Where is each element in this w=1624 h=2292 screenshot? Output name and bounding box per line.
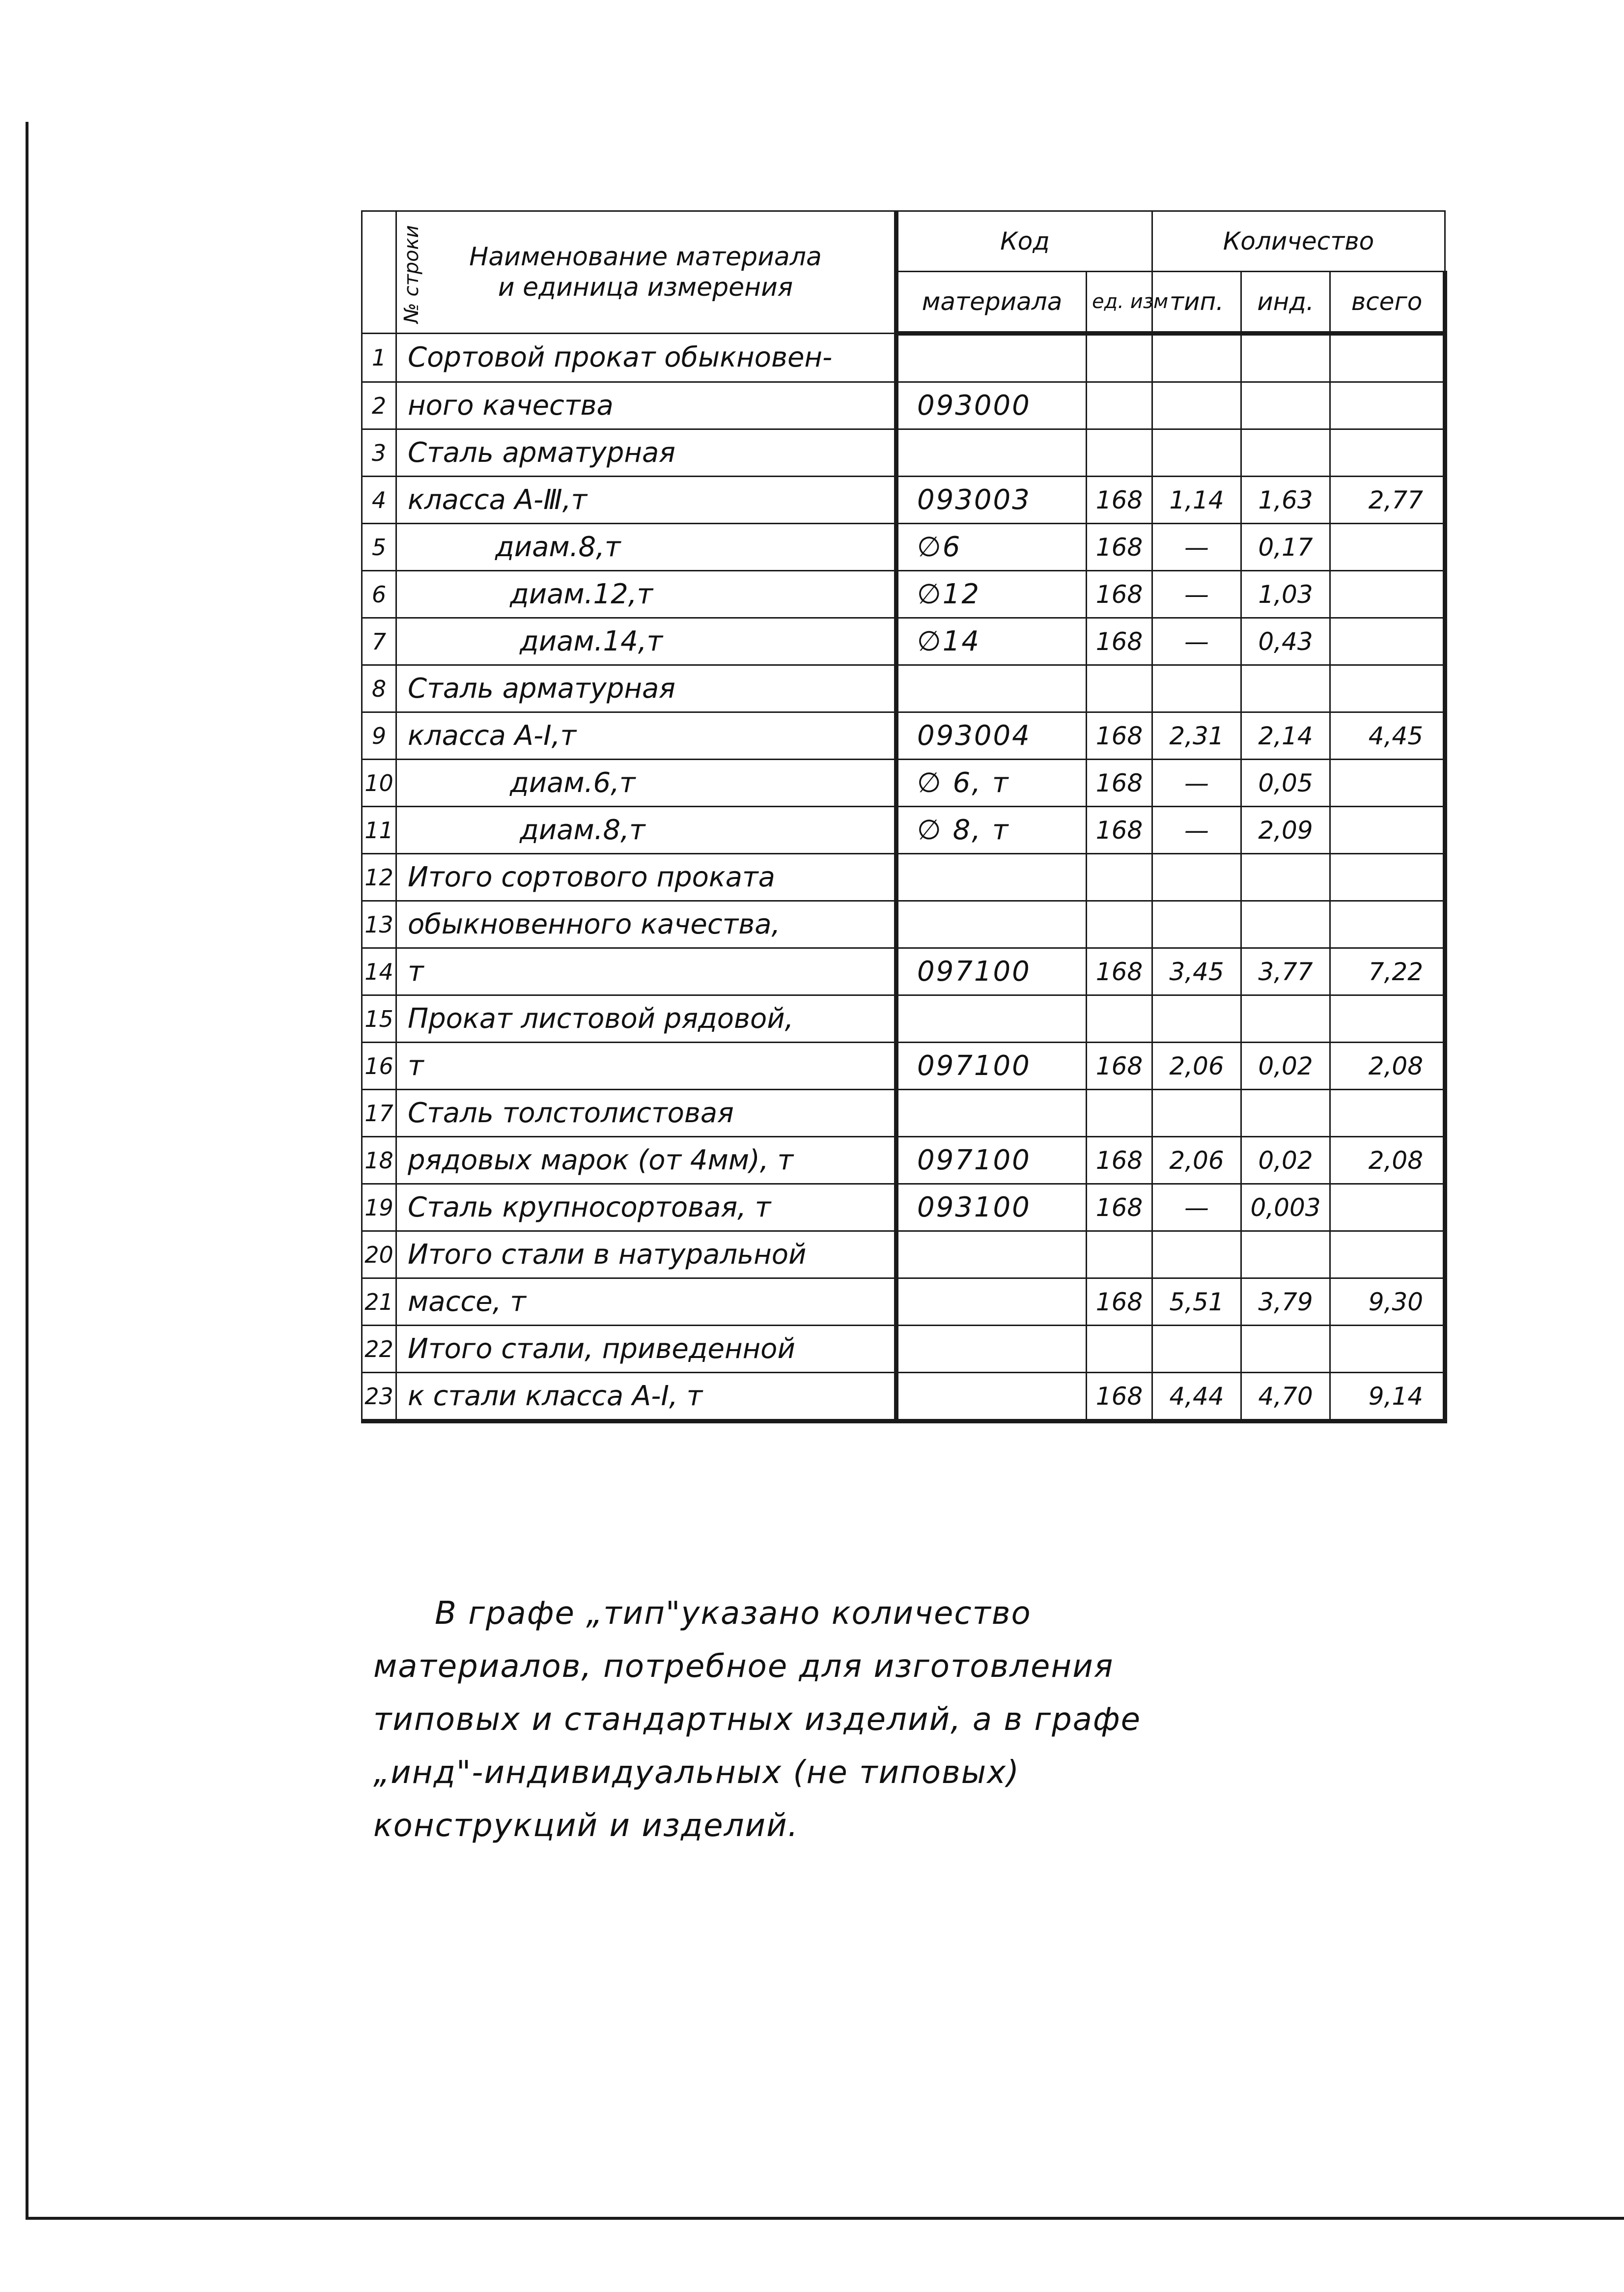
footnote-line: типовых и стандартных изделий, а в графе [373, 1701, 1141, 1738]
row-number: 21 [362, 1278, 396, 1326]
material-name: Итого стали в натуральной [396, 1231, 896, 1278]
qty-total [1330, 807, 1445, 854]
qty-ind: 0,43 [1241, 618, 1330, 665]
table-row [362, 948, 1445, 995]
qty-typ: — [1152, 1184, 1241, 1231]
qty-typ [1152, 382, 1241, 429]
table-row [362, 1373, 1445, 1421]
material-code [896, 334, 1087, 382]
unit-code: 168 [1087, 618, 1152, 665]
footnote-line: В графе „тип"указано количество [435, 1595, 1032, 1632]
table-row [362, 760, 1445, 807]
qty-typ: — [1152, 760, 1241, 807]
qty-typ: 5,51 [1152, 1278, 1241, 1326]
table-row [362, 1090, 1445, 1137]
material-name: рядовых марок (от 4мм), т [396, 1137, 896, 1184]
qty-typ [1152, 901, 1241, 948]
qty-total: 2,08 [1330, 1043, 1445, 1090]
materials-table [361, 210, 1447, 1423]
frame-left-border [26, 122, 28, 2220]
table-row [362, 477, 1445, 524]
row-number: 7 [362, 618, 396, 665]
material-name: Итого сортового проката [396, 854, 896, 901]
qty-total [1330, 618, 1445, 665]
code-unit-header: ед. изм [1087, 272, 1152, 334]
row-number: 20 [362, 1231, 396, 1278]
qty-typ [1152, 995, 1241, 1043]
footnote-line: материалов, потребное для изготовления [373, 1648, 1114, 1685]
row-number: 2 [362, 382, 396, 429]
qty-ind: 1,63 [1241, 477, 1330, 524]
qty-total [1330, 995, 1445, 1043]
qty-ind-header: инд. [1241, 272, 1330, 334]
table-row [362, 429, 1445, 477]
table-row [362, 382, 1445, 429]
unit-code: 168 [1087, 1373, 1152, 1421]
qty-total [1330, 429, 1445, 477]
material-code [896, 854, 1087, 901]
unit-code [1087, 382, 1152, 429]
name-header: Наименование материала и единица измерения [396, 211, 896, 334]
code-header: Код [896, 211, 1152, 272]
material-name: Сталь толстолистовая [396, 1090, 896, 1137]
qty-ind [1241, 665, 1330, 712]
footnote-line: „инд"-индивидуальных (не типовых) [373, 1754, 1020, 1791]
qty-total: 4,45 [1330, 712, 1445, 760]
material-name: диам.8,т [396, 524, 896, 571]
qty-total [1330, 1184, 1445, 1231]
material-code [896, 995, 1087, 1043]
unit-code [1087, 995, 1152, 1043]
quantity-header: Количество [1152, 211, 1445, 272]
unit-code: 168 [1087, 712, 1152, 760]
footnote-line: конструкций и изделий. [373, 1808, 799, 1844]
qty-total [1330, 854, 1445, 901]
material-name: диам.8,т [396, 807, 896, 854]
unit-code [1087, 429, 1152, 477]
qty-ind: 0,17 [1241, 524, 1330, 571]
unit-code: 168 [1087, 524, 1152, 571]
table-row [362, 1184, 1445, 1231]
row-number: 18 [362, 1137, 396, 1184]
table-row [362, 712, 1445, 760]
material-code: 093004 [896, 712, 1087, 760]
qty-typ: 4,44 [1152, 1373, 1241, 1421]
qty-total [1330, 524, 1445, 571]
unit-code: 168 [1087, 477, 1152, 524]
row-number: 19 [362, 1184, 396, 1231]
table-row [362, 1231, 1445, 1278]
material-code [896, 429, 1087, 477]
qty-typ: — [1152, 571, 1241, 618]
material-name: т [396, 1043, 896, 1090]
material-code: ∅ 6, т [896, 760, 1087, 807]
table-header [362, 211, 1445, 334]
table-row [362, 1137, 1445, 1184]
material-code: 093000 [896, 382, 1087, 429]
qty-ind [1241, 429, 1330, 477]
material-code [896, 901, 1087, 948]
material-code: ∅6 [896, 524, 1087, 571]
qty-typ [1152, 429, 1241, 477]
qty-ind: 0,003 [1241, 1184, 1330, 1231]
row-number: 9 [362, 712, 396, 760]
row-number: 4 [362, 477, 396, 524]
material-code [896, 1326, 1087, 1373]
table-row [362, 571, 1445, 618]
row-number: 15 [362, 995, 396, 1043]
qty-total [1330, 334, 1445, 382]
material-code [896, 1373, 1087, 1421]
material-name: диам.12,т [396, 571, 896, 618]
material-code: 097100 [896, 1137, 1087, 1184]
row-number: 16 [362, 1043, 396, 1090]
material-code: 093003 [896, 477, 1087, 524]
unit-code: 168 [1087, 1184, 1152, 1231]
qty-total-header: всего [1330, 272, 1445, 334]
qty-typ: 1,14 [1152, 477, 1241, 524]
material-code: ∅ 8, т [896, 807, 1087, 854]
qty-typ: — [1152, 618, 1241, 665]
qty-typ [1152, 1326, 1241, 1373]
qty-total: 2,08 [1330, 1137, 1445, 1184]
material-name: Итого стали, приведенной [396, 1326, 896, 1373]
material-name: диам.14,т [396, 618, 896, 665]
qty-total [1330, 1326, 1445, 1373]
qty-typ: 3,45 [1152, 948, 1241, 995]
row-number: 23 [362, 1373, 396, 1421]
qty-typ: — [1152, 807, 1241, 854]
table-row [362, 854, 1445, 901]
material-name: обыкновенного качества, [396, 901, 896, 948]
unit-code: 168 [1087, 1278, 1152, 1326]
row-number: 11 [362, 807, 396, 854]
row-number: 8 [362, 665, 396, 712]
unit-code [1087, 665, 1152, 712]
material-code [896, 1231, 1087, 1278]
material-code [896, 665, 1087, 712]
material-code: ∅12 [896, 571, 1087, 618]
unit-code [1087, 901, 1152, 948]
row-number: 13 [362, 901, 396, 948]
qty-typ [1152, 1231, 1241, 1278]
unit-code: 168 [1087, 948, 1152, 995]
row-number: 12 [362, 854, 396, 901]
qty-total [1330, 1090, 1445, 1137]
qty-typ [1152, 334, 1241, 382]
row-number-header: № строки [362, 211, 396, 334]
qty-ind [1241, 901, 1330, 948]
qty-typ [1152, 665, 1241, 712]
material-name: Сталь арматурная [396, 429, 896, 477]
qty-ind [1241, 854, 1330, 901]
qty-ind: 3,77 [1241, 948, 1330, 995]
material-code: 097100 [896, 948, 1087, 995]
material-name: Сталь крупносортовая, т [396, 1184, 896, 1231]
row-number: 1 [362, 334, 396, 382]
material-name: т [396, 948, 896, 995]
qty-total [1330, 571, 1445, 618]
material-name: ного качества [396, 382, 896, 429]
table-row [362, 665, 1445, 712]
row-number: 5 [362, 524, 396, 571]
material-name: Сталь арматурная [396, 665, 896, 712]
qty-total: 7,22 [1330, 948, 1445, 995]
unit-code: 168 [1087, 1137, 1152, 1184]
qty-typ [1152, 1090, 1241, 1137]
row-number: 10 [362, 760, 396, 807]
material-name: к стали класса А-Ⅰ, т [396, 1373, 896, 1421]
qty-total: 9,14 [1330, 1373, 1445, 1421]
qty-total [1330, 1231, 1445, 1278]
material-name: Прокат листовой рядовой, [396, 995, 896, 1043]
qty-ind: 0,05 [1241, 760, 1330, 807]
unit-code [1087, 1326, 1152, 1373]
material-name: диам.6,т [396, 760, 896, 807]
qty-ind: 0,02 [1241, 1043, 1330, 1090]
table-row [362, 334, 1445, 382]
material-name: Сортовой прокат обыкновен- [396, 334, 896, 382]
qty-total: 2,77 [1330, 477, 1445, 524]
table-row [362, 1043, 1445, 1090]
qty-total [1330, 760, 1445, 807]
row-number: 14 [362, 948, 396, 995]
material-name: класса А-Ⅰ,т [396, 712, 896, 760]
qty-ind: 1,03 [1241, 571, 1330, 618]
table-row [362, 1326, 1445, 1373]
qty-ind [1241, 1090, 1330, 1137]
code-material-header: материала [896, 272, 1087, 334]
table-row [362, 995, 1445, 1043]
qty-ind: 2,14 [1241, 712, 1330, 760]
row-number: 3 [362, 429, 396, 477]
material-code [896, 1278, 1087, 1326]
qty-typ: 2,06 [1152, 1137, 1241, 1184]
row-number: 6 [362, 571, 396, 618]
qty-ind: 2,09 [1241, 807, 1330, 854]
qty-ind [1241, 1231, 1330, 1278]
material-code: 093100 [896, 1184, 1087, 1231]
qty-ind [1241, 382, 1330, 429]
footnote [373, 1587, 1208, 1852]
unit-code: 168 [1087, 1043, 1152, 1090]
qty-total: 9,30 [1330, 1278, 1445, 1326]
unit-code [1087, 1231, 1152, 1278]
unit-code: 168 [1087, 760, 1152, 807]
qty-total [1330, 901, 1445, 948]
qty-typ: 2,06 [1152, 1043, 1241, 1090]
material-code: ∅14 [896, 618, 1087, 665]
material-name: массе, т [396, 1278, 896, 1326]
qty-typ: — [1152, 524, 1241, 571]
material-code [896, 1090, 1087, 1137]
unit-code [1087, 334, 1152, 382]
unit-code: 168 [1087, 571, 1152, 618]
qty-ind [1241, 334, 1330, 382]
qty-ind: 3,79 [1241, 1278, 1330, 1326]
qty-ind: 4,70 [1241, 1373, 1330, 1421]
frame-bottom-border [26, 2217, 1624, 2220]
row-number: 22 [362, 1326, 396, 1373]
table-row [362, 1278, 1445, 1326]
qty-typ-header: тип. [1152, 272, 1241, 334]
qty-ind: 0,02 [1241, 1137, 1330, 1184]
qty-ind [1241, 1326, 1330, 1373]
table-row [362, 524, 1445, 571]
unit-code [1087, 854, 1152, 901]
unit-code [1087, 1090, 1152, 1137]
qty-total [1330, 382, 1445, 429]
qty-ind [1241, 995, 1330, 1043]
table-row [362, 618, 1445, 665]
qty-typ: 2,31 [1152, 712, 1241, 760]
material-name: класса А-Ⅲ,т [396, 477, 896, 524]
unit-code: 168 [1087, 807, 1152, 854]
material-code: 097100 [896, 1043, 1087, 1090]
table-row [362, 901, 1445, 948]
row-number: 17 [362, 1090, 396, 1137]
qty-typ [1152, 854, 1241, 901]
qty-total [1330, 665, 1445, 712]
table-row [362, 807, 1445, 854]
